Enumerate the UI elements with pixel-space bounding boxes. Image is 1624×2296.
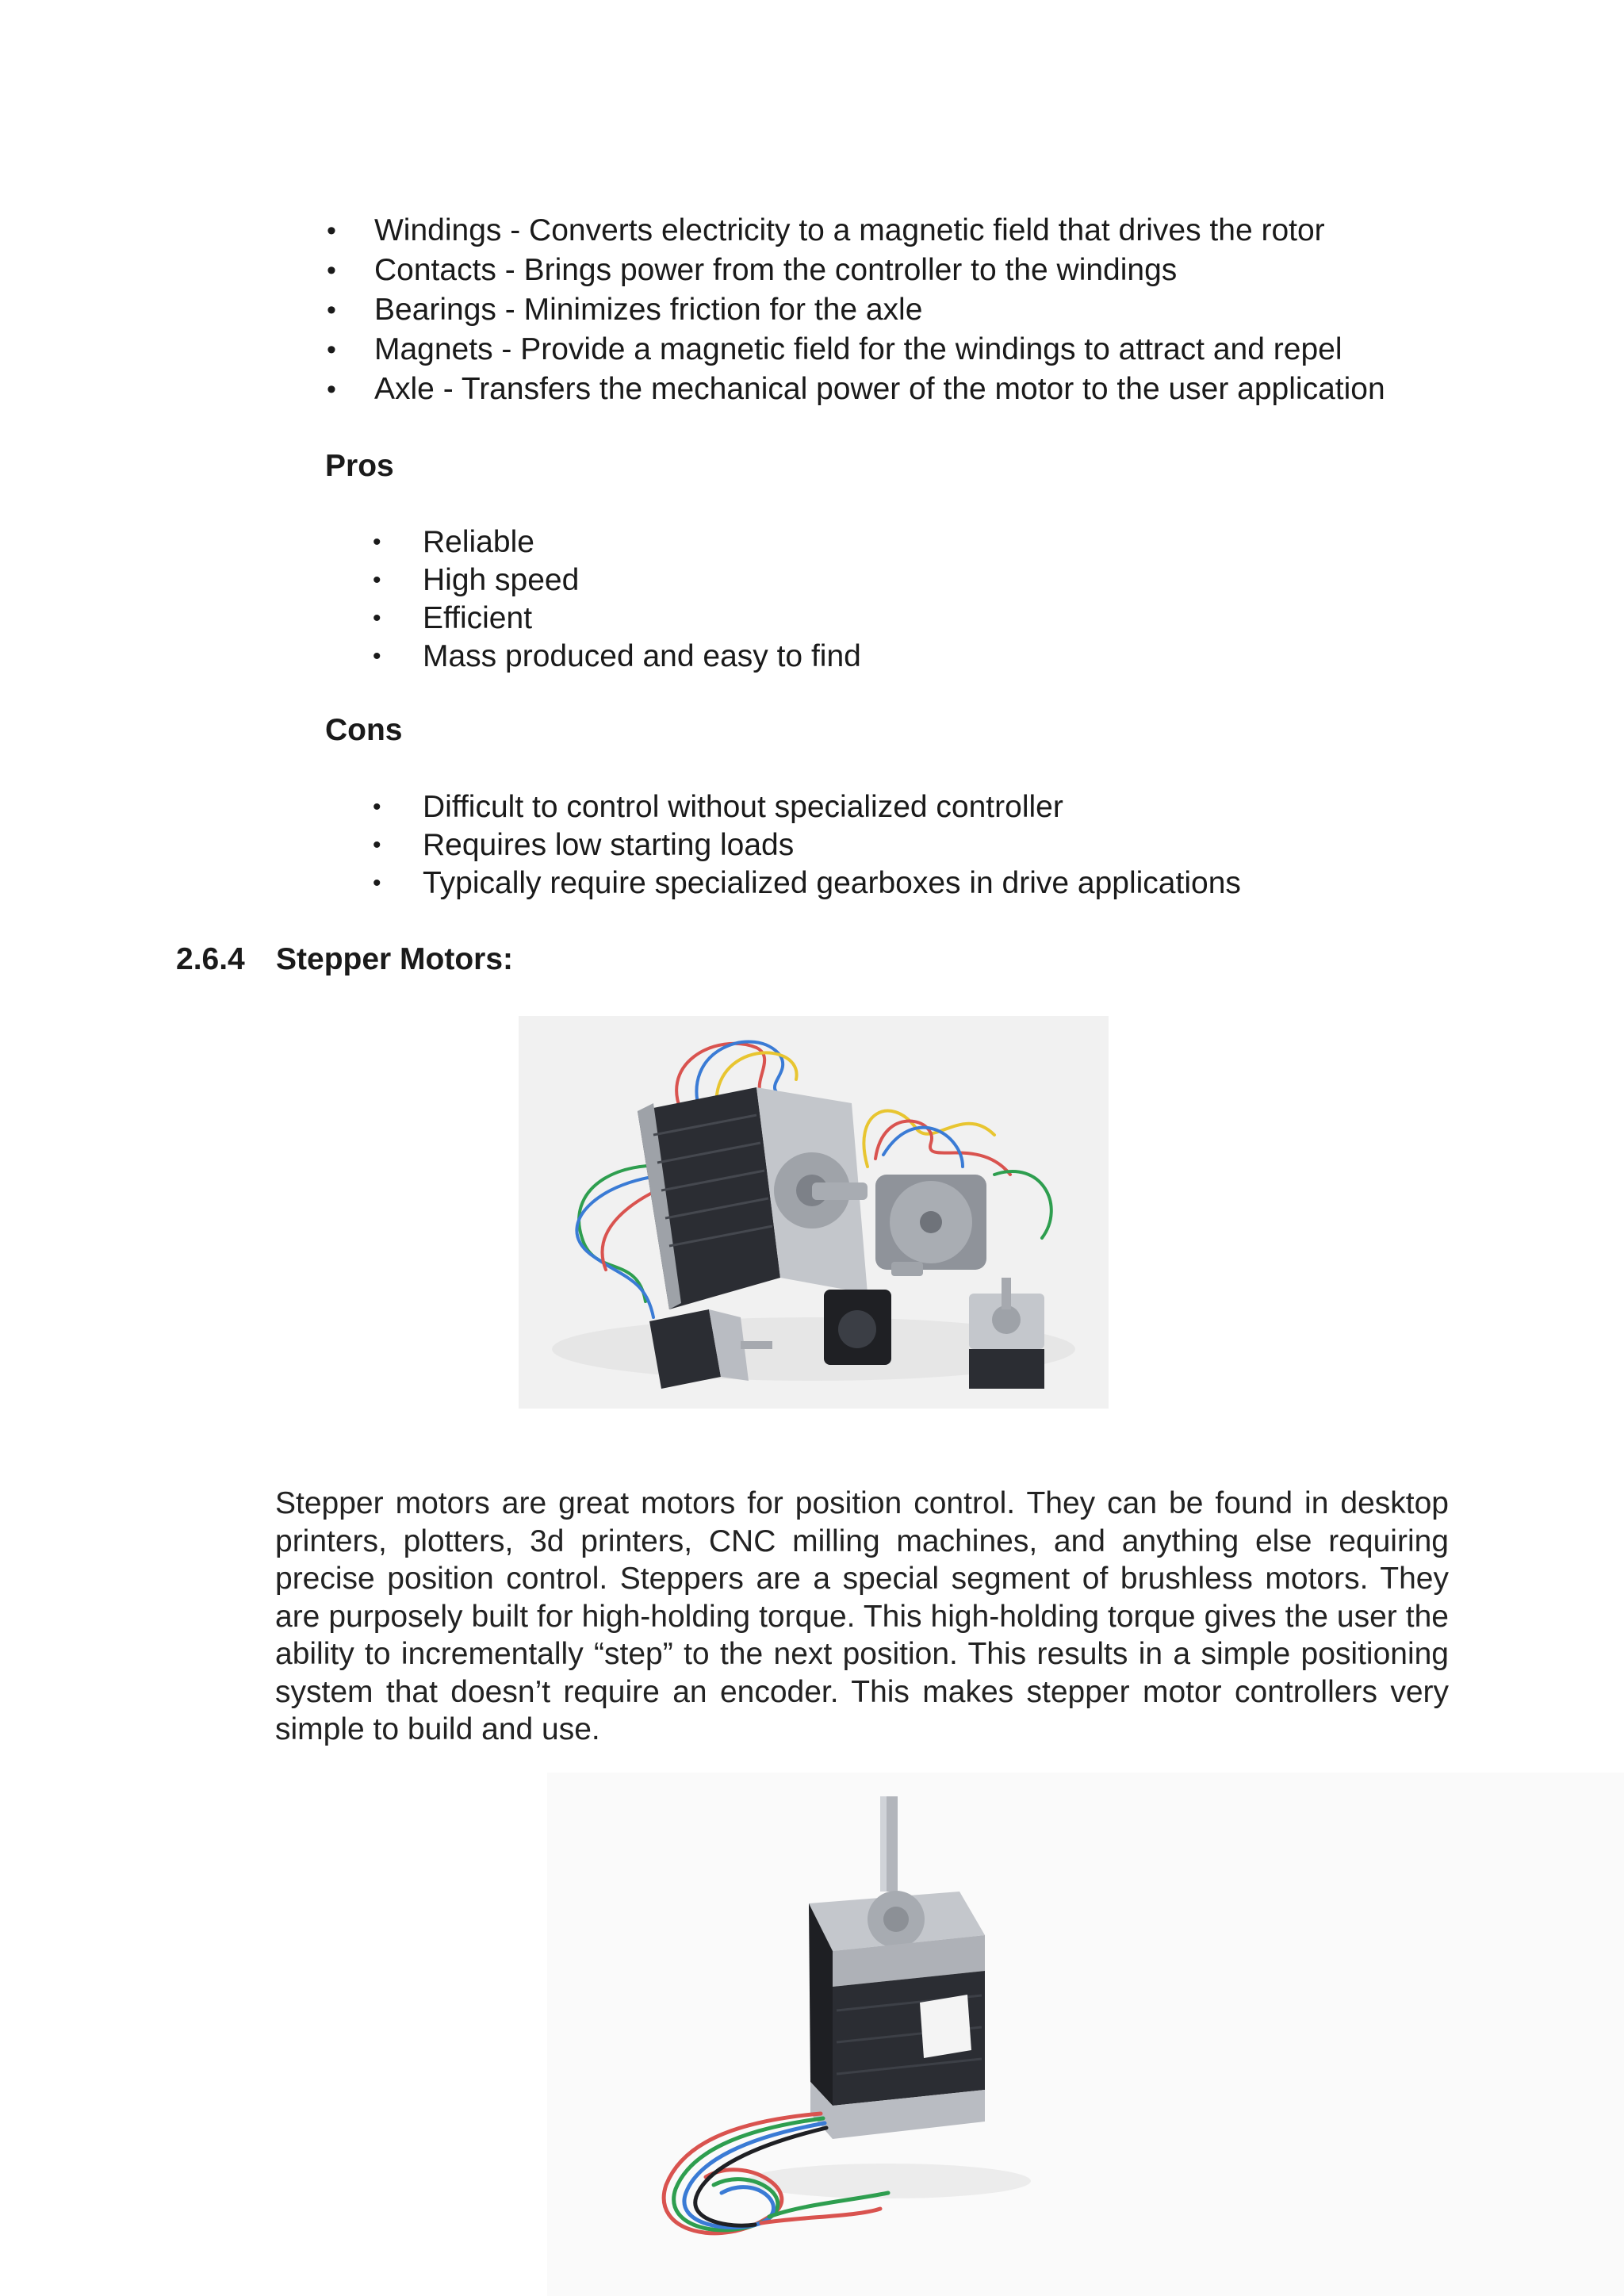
section-heading	[176, 938, 513, 981]
bullet-icon: •	[327, 216, 336, 246]
bullet-icon: •	[373, 832, 381, 858]
nema-stepper-motor-photo	[547, 1773, 1624, 2296]
bullet-icon: •	[327, 255, 336, 286]
pros-heading: Pros	[325, 449, 394, 483]
cons-heading: Cons	[325, 713, 403, 747]
list-item: • Axle - Transfers the mechanical power of the motor to the user application	[327, 370, 1516, 409]
bullet-icon: •	[373, 794, 381, 820]
list-item: • Bearings - Minimizes friction for the axle	[327, 290, 1516, 330]
list-item: • Reliable	[373, 523, 1483, 562]
bullet-icon: •	[327, 295, 336, 325]
list-item: • Requires low starting loads	[373, 826, 1483, 864]
list-item: • Mass produced and easy to find	[373, 638, 1483, 676]
bullet-icon: •	[373, 643, 381, 669]
bullet-icon: •	[327, 335, 336, 365]
bullet-icon: •	[373, 605, 381, 631]
pros-list	[373, 523, 1483, 676]
bullet-icon: •	[373, 529, 381, 555]
list-item: • Windings - Converts electricity to a magnetic field that drives the rotor	[327, 211, 1516, 251]
motor-components-list	[327, 211, 1516, 409]
section-title: Stepper Motors:	[276, 942, 514, 976]
list-item: • High speed	[373, 562, 1483, 600]
bullet-icon: •	[327, 374, 336, 404]
list-item: • Efficient	[373, 600, 1483, 638]
bullet-icon: •	[373, 567, 381, 593]
stepper-motors-paragraph: Stepper motors are great motors for position control. They can be found in desktop printers, plotters, 3d printers, CNC milling machines, and anything else requiring precise position control. Steppers are a special segment of brushless motors. They are purposely built for high-holding torque. This high-holding torque gives the user the ability to incrementally “step” to the next position. This results in a simple positioning system that doesn’t require an encoder. This makes stepper motor controllers very simple to build and use.	[275, 1486, 1449, 1746]
list-item: • Magnets - Provide a magnetic field for the windings to attract and repel	[327, 330, 1516, 370]
list-item: • Contacts - Brings power from the controller to the windings	[327, 251, 1516, 290]
bullet-icon: •	[373, 870, 381, 896]
list-item: • Difficult to control without specialized controller	[373, 788, 1483, 826]
list-item: • Typically require specialized gearboxes in drive applications	[373, 864, 1483, 903]
cons-list	[373, 788, 1483, 903]
stepper-motors-photo	[519, 1016, 1109, 1409]
section-number: 2.6.4	[176, 942, 245, 976]
